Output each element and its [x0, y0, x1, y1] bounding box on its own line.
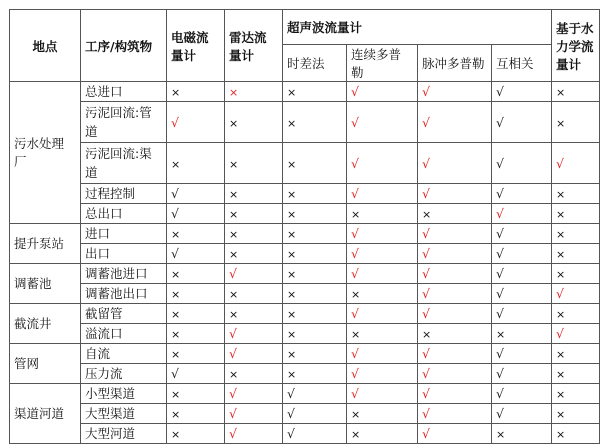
- check-mark-icon: √: [422, 386, 430, 401]
- suitability-cell: [492, 244, 552, 264]
- process-cell: 总进口: [81, 82, 167, 102]
- suitability-cell: [492, 102, 552, 143]
- check-mark-icon: √: [422, 286, 430, 301]
- header-cross-correlation: 互相关: [492, 45, 552, 82]
- suitability-cell: [418, 244, 492, 264]
- check-mark-icon: √: [171, 114, 179, 130]
- cross-mark-icon: ×: [287, 188, 297, 201]
- suitability-cell: [283, 304, 347, 324]
- suitability-cell: [552, 404, 600, 424]
- cross-mark-icon: ×: [287, 116, 297, 130]
- process-cell: 压力流: [81, 364, 167, 384]
- table-row: [10, 204, 600, 224]
- check-mark-icon: √: [496, 226, 504, 241]
- check-mark-icon: √: [229, 406, 237, 421]
- suitability-cell: [347, 224, 418, 244]
- check-mark-icon: √: [422, 186, 430, 201]
- check-mark-icon: √: [496, 306, 504, 321]
- suitability-cell: [283, 364, 347, 384]
- suitability-cell: [225, 344, 283, 364]
- site-cell: 渠道河道: [10, 384, 81, 444]
- check-mark-icon: √: [287, 386, 295, 401]
- suitability-cell: [167, 364, 225, 384]
- suitability-cell: [167, 102, 225, 143]
- suitability-cell: [167, 304, 225, 324]
- header-radar: 雷达流量计: [225, 10, 283, 82]
- cross-mark-icon: ×: [287, 86, 297, 99]
- check-mark-icon: √: [496, 406, 504, 421]
- cross-mark-icon: ×: [556, 348, 566, 361]
- cross-mark-icon: ×: [171, 328, 181, 341]
- suitability-cell: [552, 143, 600, 184]
- suitability-cell: [283, 102, 347, 143]
- process-cell: 溢流口: [81, 324, 167, 344]
- suitability-cell: [552, 204, 600, 224]
- table-row: [10, 404, 600, 424]
- suitability-cell: [552, 284, 600, 304]
- cross-mark-icon: ×: [287, 348, 297, 361]
- suitability-cell: [283, 204, 347, 224]
- cross-mark-icon: ×: [229, 288, 239, 301]
- suitability-cell: [167, 384, 225, 404]
- suitability-cell: [418, 184, 492, 204]
- suitability-cell: [418, 324, 492, 344]
- suitability-cell: [225, 424, 283, 444]
- suitability-cell: [283, 184, 347, 204]
- suitability-cell: [347, 404, 418, 424]
- cross-mark-icon: ×: [556, 248, 566, 261]
- suitability-cell: [552, 364, 600, 384]
- cross-mark-icon: ×: [422, 328, 432, 341]
- check-mark-icon: √: [351, 155, 359, 171]
- cross-mark-icon: ×: [556, 188, 566, 201]
- suitability-cell: [552, 102, 600, 143]
- suitability-cell: [492, 384, 552, 404]
- process-cell: 调蓄池出口: [81, 284, 167, 304]
- suitability-cell: [225, 102, 283, 143]
- suitability-cell: [283, 224, 347, 244]
- suitability-cell: [552, 384, 600, 404]
- suitability-cell: [492, 184, 552, 204]
- table-row: [10, 324, 600, 344]
- cross-mark-icon: ×: [287, 368, 297, 381]
- check-mark-icon: √: [351, 114, 359, 130]
- suitability-cell: [167, 264, 225, 284]
- check-mark-icon: √: [287, 406, 295, 421]
- cross-mark-icon: ×: [229, 86, 239, 99]
- header-pulse-doppler: 脉冲多普勒: [418, 45, 492, 82]
- suitability-cell: [492, 364, 552, 384]
- suitability-cell: [552, 344, 600, 364]
- table-row: [10, 224, 600, 244]
- check-mark-icon: √: [171, 246, 179, 261]
- header-hydraulic: 基于水力学流量计: [552, 10, 600, 82]
- check-mark-icon: √: [351, 346, 359, 361]
- check-mark-icon: √: [351, 306, 359, 321]
- cross-mark-icon: ×: [556, 428, 566, 441]
- site-cell: 管网: [10, 344, 81, 384]
- suitability-cell: [225, 284, 283, 304]
- suitability-cell: [418, 284, 492, 304]
- check-mark-icon: √: [556, 286, 564, 301]
- cross-mark-icon: ×: [351, 408, 361, 421]
- table-row: [10, 244, 600, 264]
- process-cell: 大型渠道: [81, 404, 167, 424]
- cross-mark-icon: ×: [287, 208, 297, 221]
- check-mark-icon: √: [496, 346, 504, 361]
- table-wrapper: [9, 9, 600, 444]
- table-row: [10, 264, 600, 284]
- cross-mark-icon: ×: [287, 268, 297, 281]
- cross-mark-icon: ×: [229, 248, 239, 261]
- cross-mark-icon: ×: [229, 228, 239, 241]
- suitability-cell: [283, 143, 347, 184]
- check-mark-icon: √: [496, 114, 504, 130]
- suitability-cell: [552, 264, 600, 284]
- suitability-cell: [418, 404, 492, 424]
- check-mark-icon: √: [229, 266, 237, 281]
- suitability-cell: [347, 204, 418, 224]
- suitability-cell: [492, 143, 552, 184]
- table-row: [10, 143, 600, 184]
- suitability-cell: [418, 204, 492, 224]
- check-mark-icon: √: [171, 206, 179, 221]
- suitability-cell: [418, 344, 492, 364]
- check-mark-icon: √: [422, 266, 430, 281]
- check-mark-icon: √: [422, 426, 430, 441]
- process-cell: 截留管: [81, 304, 167, 324]
- suitability-cell: [347, 324, 418, 344]
- suitability-cell: [167, 244, 225, 264]
- process-cell: 进口: [81, 224, 167, 244]
- suitability-cell: [283, 344, 347, 364]
- check-mark-icon: √: [496, 246, 504, 261]
- check-mark-icon: √: [351, 186, 359, 201]
- check-mark-icon: √: [556, 326, 564, 341]
- table-row: [10, 364, 600, 384]
- process-cell: 污泥回流:管道: [81, 102, 167, 143]
- header-site: 地点: [10, 10, 81, 82]
- suitability-cell: [492, 224, 552, 244]
- suitability-cell: [552, 82, 600, 102]
- table-row: [10, 284, 600, 304]
- suitability-cell: [347, 384, 418, 404]
- cross-mark-icon: ×: [229, 308, 239, 321]
- cross-mark-icon: ×: [229, 208, 239, 221]
- suitability-cell: [225, 184, 283, 204]
- cross-mark-icon: ×: [229, 188, 239, 201]
- cross-mark-icon: ×: [556, 308, 566, 321]
- suitability-cell: [418, 82, 492, 102]
- site-cell: 污水处理厂: [10, 82, 81, 224]
- suitability-cell: [347, 184, 418, 204]
- check-mark-icon: √: [422, 226, 430, 241]
- suitability-cell: [347, 82, 418, 102]
- suitability-cell: [347, 244, 418, 264]
- suitability-cell: [418, 364, 492, 384]
- cross-mark-icon: ×: [229, 157, 239, 171]
- suitability-cell: [167, 324, 225, 344]
- suitability-cell: [225, 224, 283, 244]
- suitability-cell: [552, 224, 600, 244]
- suitability-cell: [347, 284, 418, 304]
- table-row: [10, 184, 600, 204]
- check-mark-icon: √: [229, 326, 237, 341]
- cross-mark-icon: ×: [171, 388, 181, 401]
- suitability-cell: [225, 304, 283, 324]
- suitability-cell: [492, 304, 552, 324]
- cross-mark-icon: ×: [351, 288, 361, 301]
- check-mark-icon: √: [171, 186, 179, 201]
- suitability-cell: [552, 324, 600, 344]
- cross-mark-icon: ×: [171, 308, 181, 321]
- cross-mark-icon: ×: [171, 428, 181, 441]
- suitability-cell: [283, 404, 347, 424]
- cross-mark-icon: ×: [422, 208, 432, 221]
- cross-mark-icon: ×: [287, 157, 297, 171]
- process-cell: 小型渠道: [81, 384, 167, 404]
- suitability-cell: [418, 102, 492, 143]
- header-em: 电磁流量计: [167, 10, 225, 82]
- table-row: [10, 384, 600, 404]
- suitability-cell: [492, 264, 552, 284]
- suitability-cell: [347, 344, 418, 364]
- suitability-cell: [225, 143, 283, 184]
- suitability-cell: [225, 204, 283, 224]
- check-mark-icon: √: [422, 84, 430, 99]
- suitability-cell: [167, 424, 225, 444]
- cross-mark-icon: ×: [171, 348, 181, 361]
- table-row: [10, 344, 600, 364]
- table-body: [10, 82, 600, 444]
- check-mark-icon: √: [422, 114, 430, 130]
- check-mark-icon: √: [351, 266, 359, 281]
- check-mark-icon: √: [351, 366, 359, 381]
- suitability-cell: [283, 324, 347, 344]
- suitability-cell: [492, 324, 552, 344]
- check-mark-icon: √: [229, 346, 237, 361]
- check-mark-icon: √: [496, 286, 504, 301]
- suitability-cell: [225, 364, 283, 384]
- cross-mark-icon: ×: [351, 428, 361, 441]
- table-row: [10, 304, 600, 324]
- cross-mark-icon: ×: [556, 268, 566, 281]
- check-mark-icon: √: [556, 155, 564, 171]
- header-ultrasonic: 超声波流量计: [283, 10, 552, 45]
- suitability-cell: [347, 424, 418, 444]
- suitability-cell: [225, 264, 283, 284]
- suitability-cell: [492, 404, 552, 424]
- suitability-cell: [283, 424, 347, 444]
- suitability-cell: [225, 404, 283, 424]
- process-cell: 调蓄池进口: [81, 264, 167, 284]
- suitability-cell: [418, 264, 492, 284]
- cross-mark-icon: ×: [171, 288, 181, 301]
- cross-mark-icon: ×: [171, 228, 181, 241]
- suitability-cell: [347, 143, 418, 184]
- header-continuous-doppler: 连续多普勒: [347, 45, 418, 82]
- check-mark-icon: √: [422, 246, 430, 261]
- suitability-cell: [167, 284, 225, 304]
- suitability-cell: [283, 284, 347, 304]
- suitability-cell: [552, 244, 600, 264]
- site-cell: 调蓄池: [10, 264, 81, 304]
- check-mark-icon: √: [496, 155, 504, 171]
- check-mark-icon: √: [422, 346, 430, 361]
- cross-mark-icon: ×: [229, 116, 239, 130]
- table-row: [10, 82, 600, 102]
- suitability-cell: [167, 82, 225, 102]
- suitability-cell: [225, 82, 283, 102]
- site-cell: 提升泵站: [10, 224, 81, 264]
- check-mark-icon: √: [171, 366, 179, 381]
- process-cell: 出口: [81, 244, 167, 264]
- process-cell: 自流: [81, 344, 167, 364]
- cross-mark-icon: ×: [556, 228, 566, 241]
- process-cell: 过程控制: [81, 184, 167, 204]
- suitability-cell: [418, 424, 492, 444]
- cross-mark-icon: ×: [556, 408, 566, 421]
- check-mark-icon: √: [496, 266, 504, 281]
- suitability-cell: [167, 344, 225, 364]
- process-cell: 污泥回流:渠道: [81, 143, 167, 184]
- check-mark-icon: √: [422, 406, 430, 421]
- suitability-cell: [552, 184, 600, 204]
- check-mark-icon: √: [422, 155, 430, 171]
- cross-mark-icon: ×: [556, 208, 566, 221]
- check-mark-icon: √: [287, 426, 295, 441]
- suitability-cell: [347, 264, 418, 284]
- site-cell: 截流井: [10, 304, 81, 344]
- suitability-cell: [347, 304, 418, 324]
- cross-mark-icon: ×: [351, 208, 361, 221]
- suitability-cell: [492, 82, 552, 102]
- suitability-cell: [552, 304, 600, 324]
- suitability-cell: [347, 102, 418, 143]
- check-mark-icon: √: [496, 84, 504, 99]
- cross-mark-icon: ×: [556, 388, 566, 401]
- check-mark-icon: √: [351, 226, 359, 241]
- suitability-cell: [283, 264, 347, 284]
- suitability-cell: [418, 304, 492, 324]
- cross-mark-icon: ×: [556, 116, 566, 130]
- cross-mark-icon: ×: [287, 228, 297, 241]
- process-cell: 总出口: [81, 204, 167, 224]
- suitability-cell: [225, 244, 283, 264]
- suitability-cell: [492, 344, 552, 364]
- check-mark-icon: √: [422, 306, 430, 321]
- suitability-cell: [492, 284, 552, 304]
- table-row: [10, 102, 600, 143]
- suitability-cell: [418, 384, 492, 404]
- header-transit-time: 时差法: [283, 45, 347, 82]
- cross-mark-icon: ×: [171, 268, 181, 281]
- check-mark-icon: √: [229, 386, 237, 401]
- check-mark-icon: √: [496, 366, 504, 381]
- cross-mark-icon: ×: [171, 408, 181, 421]
- suitability-cell: [552, 424, 600, 444]
- cross-mark-icon: ×: [556, 86, 566, 99]
- cross-mark-icon: ×: [496, 428, 506, 441]
- check-mark-icon: √: [496, 186, 504, 201]
- suitability-cell: [492, 204, 552, 224]
- cross-mark-icon: ×: [229, 368, 239, 381]
- flowmeter-selection-table: [9, 9, 600, 444]
- suitability-cell: [167, 204, 225, 224]
- cross-mark-icon: ×: [287, 248, 297, 261]
- suitability-cell: [347, 364, 418, 384]
- cross-mark-icon: ×: [556, 368, 566, 381]
- check-mark-icon: √: [496, 206, 504, 221]
- check-mark-icon: √: [229, 426, 237, 441]
- cross-mark-icon: ×: [171, 157, 181, 171]
- header-process: 工序/构筑物: [81, 10, 167, 82]
- check-mark-icon: √: [496, 386, 504, 401]
- suitability-cell: [283, 82, 347, 102]
- suitability-cell: [167, 143, 225, 184]
- check-mark-icon: √: [422, 366, 430, 381]
- check-mark-icon: √: [351, 84, 359, 99]
- table-row: [10, 424, 600, 444]
- suitability-cell: [225, 384, 283, 404]
- cross-mark-icon: ×: [287, 308, 297, 321]
- check-mark-icon: √: [351, 386, 359, 401]
- suitability-cell: [418, 143, 492, 184]
- suitability-cell: [225, 324, 283, 344]
- suitability-cell: [167, 224, 225, 244]
- cross-mark-icon: ×: [351, 328, 361, 341]
- suitability-cell: [418, 224, 492, 244]
- process-cell: 大型河道: [81, 424, 167, 444]
- suitability-cell: [492, 424, 552, 444]
- check-mark-icon: √: [351, 246, 359, 261]
- suitability-cell: [167, 404, 225, 424]
- cross-mark-icon: ×: [496, 328, 506, 341]
- cross-mark-icon: ×: [287, 328, 297, 341]
- cross-mark-icon: ×: [287, 288, 297, 301]
- suitability-cell: [283, 384, 347, 404]
- suitability-cell: [167, 184, 225, 204]
- cross-mark-icon: ×: [171, 86, 181, 99]
- suitability-cell: [283, 244, 347, 264]
